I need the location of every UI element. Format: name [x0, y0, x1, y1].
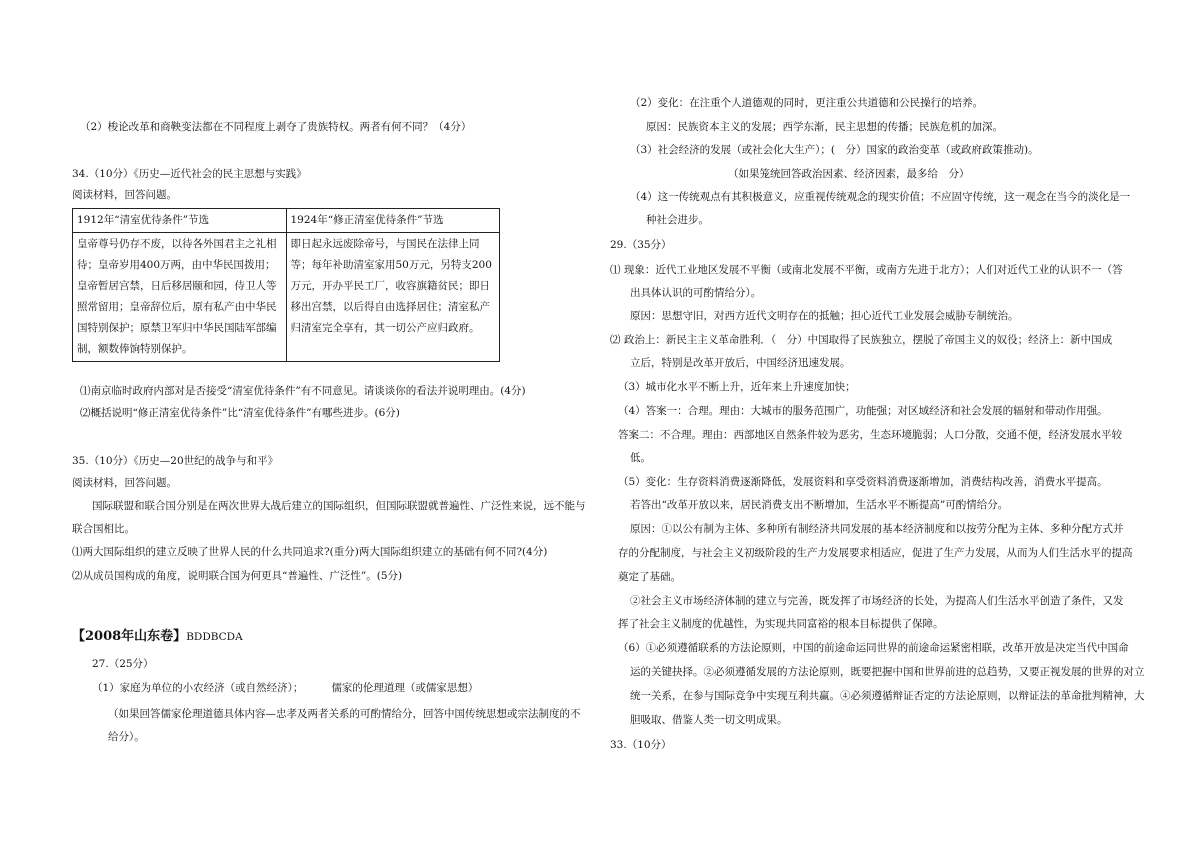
- table-cell-1912: 皇帝尊号仍存不废，以待各外国君主之礼相待；皇帝岁用400万两，由中华民国拨用；皇帝暂居宫禁，日后移居颐和园，侍卫人等照常留用；皇帝辞位后，原有私产由中华民国特别保护；原禁卫军归中华民国陆军部编制，额数俸饷特别保护。: [73, 233, 287, 362]
- table-header-1912: 1912年“清室优待条件”节选: [73, 209, 287, 233]
- r-line-16: 低。: [630, 452, 651, 464]
- r-line-24: （6）①必须遵循联系的方法论原则，中国的前途命运同世界的前途命运紧密相联，改革开放是决定当代中国命: [618, 642, 1129, 654]
- r-line-1: （2）变化：在注重个人道德观的同时，更注重公共道德和公民操行的培养。: [630, 97, 984, 109]
- r-line-5: （4）这一传统观点有其积极意义，应重视传统观念的现实价值；不应固守传统，这一观念在当今的淡化是一: [630, 191, 1131, 203]
- r-line-14: （4）答案一：合理。理由：大城市的服务范围广，功能强；对区域经济和社会发展的辐射和带动作用强。: [618, 405, 1108, 417]
- r-line-11: ⑵ 政治上：新民主主义革命胜利．（ 分）中国取得了民族独立，摆脱了帝国主义的奴役；经济上：新中国成: [610, 334, 1113, 346]
- q33-part2: （2）梭论改革和商鞅变法都在不同程度上剥夺了贵族特权。两者有何不同？（4分）: [80, 121, 472, 133]
- r-line-8: ⑴ 现象：近代工业地区发展不平衡（或南北发展不平衡，或南方先进于北方）；人们对近代工业的认识不一（答: [610, 264, 1123, 276]
- r-line-15: 答案二：不合理。理由：西部地区自然条件较为恶劣，生态环境脆弱；人口分散，交通不便，经济发展水平较: [618, 429, 1122, 441]
- r-line-13: （3）城市化水平不断上升，近年来上升速度加快；: [618, 381, 856, 393]
- q27-title: 27.（25分）: [92, 658, 154, 670]
- q27-note-line1: （如果回答儒家伦理道德具体内容—忠孝及两者关系的可酌情给分，回答中国传统思想或宗法制度的不: [108, 708, 581, 720]
- r-line-17: （5）变化：生存资料消费逐渐降低，发展资料和享受资料消费逐渐增加，消费结构改善，消费水平提高。: [618, 476, 1108, 488]
- table-header-1924: 1924年“修正清室优待条件”节选: [286, 209, 500, 233]
- q35-material-line2: 联合国相比。: [72, 523, 135, 535]
- q27-part1-a: （1）家庭为单位的小农经济（或自然经济）；: [92, 682, 304, 694]
- q34-sub2: ⑵概括说明“修正清室优待条件”比“清室优待条件”有哪些进步。(6分): [80, 407, 400, 419]
- r-line-26: 统一关系，在参与国际竞争中实现互利共赢。④必须遵循辩证否定的方法论原则，以辩证法的革命批判精神，大: [630, 690, 1145, 702]
- r-line-12: 立后，特别是改革开放后，中国经济迅速发展。: [630, 357, 851, 369]
- q35-instruction: 阅读材料，回答问题。: [72, 477, 177, 489]
- section-title: 【2008年山东卷】: [72, 629, 187, 644]
- r-line-3: （3）社会经济的发展（或社会化大生产）；( 分）国家的政治变革（或政府政策推动)。: [630, 144, 1039, 156]
- r-line-9: 出具体认识的可酌情给分）。: [630, 287, 762, 299]
- q27-part1-b: 儒家的伦理道理（或儒家思想）: [331, 682, 479, 694]
- r-line-22: ②社会主义市场经济体制的建立与完善，既发挥了市场经济的长处，为提高人们生活水平创造了条件，又发: [630, 595, 1124, 607]
- r-line-6: 种社会进步。: [646, 214, 709, 226]
- q35-material-line1: 国际联盟和联合国分别是在两次世界大战后建立的国际组织，但国际联盟就普遍性、广泛性来说，远不能与: [92, 500, 586, 512]
- shandong-2008-heading: [72, 627, 243, 647]
- r-line-27: 胆吸取、借鉴人类一切文明成果。: [630, 714, 788, 726]
- q27-note-line2: 给分）。: [108, 731, 145, 743]
- r-line-23: 挥了社会主义制度的优越性，为实现共同富裕的根本目标提供了保障。: [618, 618, 944, 630]
- table-cell-1924: 即日起永远废除帝号，与国民在法律上同等；每年补助清室家用50万元，另特支200万元，开办平民工厂，收容旗籍贫民；即日移出宫禁，以后得自由选择居住；清室私产归清室完全享有，其一切公产应归政府。: [286, 233, 500, 362]
- r-line-4: （如果笼统回答政治因素、经济因素，最多给 分）: [728, 168, 970, 180]
- q34-title: 34.（10分）《历史—近代社会的民主思想与实践》: [72, 168, 307, 180]
- q27-part1: [72, 680, 478, 696]
- r-line-19: 原因：①以公有制为主体、多种所有制经济共同发展的基本经济制度和以按劳分配为主体、多种分配方式并: [630, 523, 1124, 535]
- q35-sub2: ⑵从成员国构成的角度，说明联合国为何更具“普遍性、广泛性”。(5分): [72, 570, 403, 582]
- q34-sub1: ⑴南京临时政府内部对是否接受“清室优待条件”有不同意见。请谈谈你的看法并说明理由。(4分): [80, 385, 526, 397]
- r-line-25: 运的关键抉择。②必须遵循发展的方法论原则，既要把握中国和世界前进的总趋势，又要正视发展的世界的对立: [630, 666, 1145, 678]
- q35-title: 35.（10分）《历史—20世纪的战争与和平》: [72, 455, 279, 467]
- r-line-21: 奠定了基础。: [618, 571, 681, 583]
- qing-conditions-table: [72, 208, 500, 362]
- r-line-2: 原因：民族资本主义的发展；西学东渐，民主思想的传播；民族危机的加深。: [646, 121, 1003, 133]
- q35-sub1: ⑴两大国际组织的建立反映了世界人民的什么共同追求?(重分)两大国际组织建立的基础有何不同?(4分): [72, 546, 548, 558]
- q33-title: 33.（10分）: [610, 739, 672, 751]
- r-line-20: 存的分配制度，与社会主义初级阶段的生产力发展要求相适应，促进了生产力发展，从而为人们生活水平的提高: [618, 547, 1133, 559]
- q34-instruction: 阅读材料，回答问题。: [72, 189, 177, 201]
- r-line-10: 原因：思想守旧，对西方近代文明存在的抵触；担心近代工业发展会威胁专制统治。: [630, 310, 1019, 322]
- mc-answers: BDDBCDA: [186, 631, 243, 643]
- r-line-18: 若答出“改革开放以来，居民消费支出不断增加，生活水平不断提高”可酌情给分。: [630, 499, 1009, 511]
- q29-title: 29.（35分）: [610, 239, 672, 251]
